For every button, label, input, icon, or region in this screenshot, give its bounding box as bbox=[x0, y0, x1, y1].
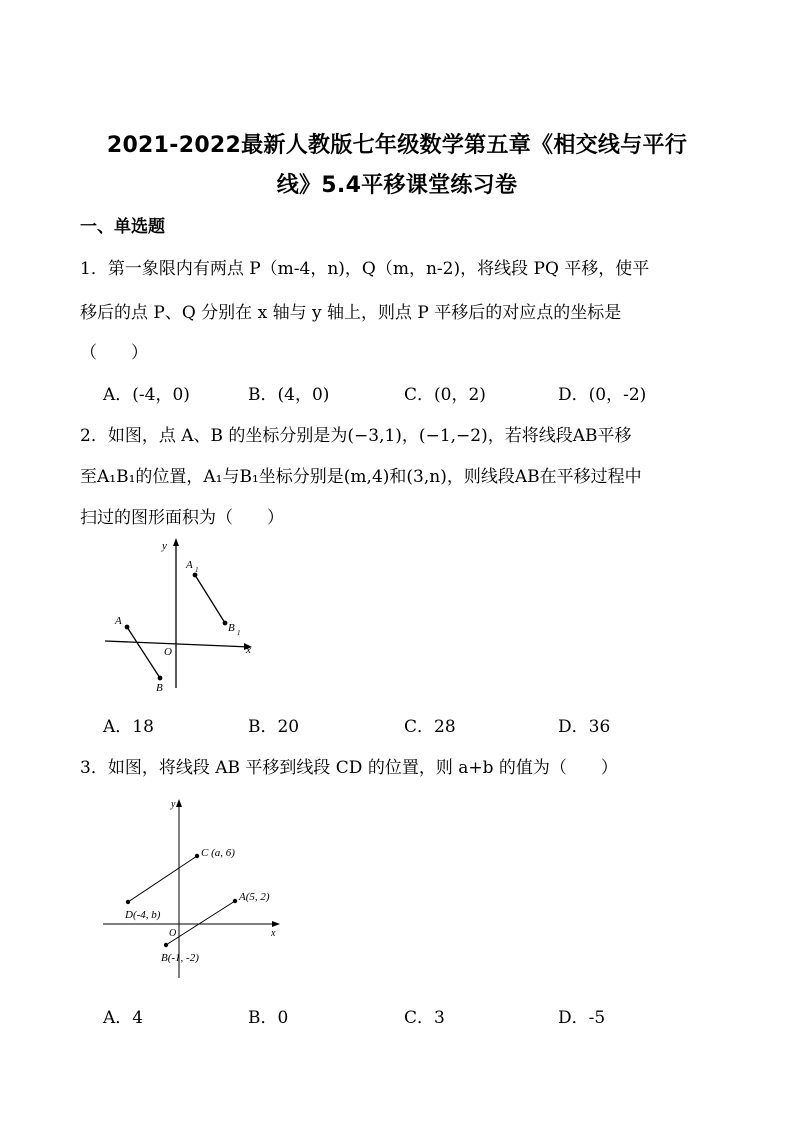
q1-line-1: 1．第一象限内有两点 P（m-4，n)，Q（m，n-2)，将线段 PQ 平移，使平 bbox=[80, 259, 650, 279]
q2-label-x: x bbox=[246, 644, 251, 656]
q3-label-b: B(-1, -2) bbox=[161, 952, 199, 964]
q3-figure bbox=[95, 790, 295, 985]
q3-option-d: D．-5 bbox=[558, 1008, 606, 1028]
q3-option-a: A．4 bbox=[103, 1008, 144, 1028]
q1-option-d: D．(0，-2) bbox=[558, 385, 647, 405]
q2-label-y: y bbox=[162, 540, 167, 552]
q2-label-b1-sub: 1 bbox=[237, 629, 241, 637]
q2-point-a bbox=[125, 625, 130, 630]
q3-point-a bbox=[233, 899, 237, 903]
q2-label-b: B bbox=[156, 682, 163, 694]
q1-line-2: 移后的点 P、Q 分别在 x 轴与 y 轴上，则点 P 平移后的对应点的坐标是 bbox=[80, 303, 622, 323]
q1-option-b: B．(4，0) bbox=[248, 385, 330, 405]
q2-segment-ab bbox=[127, 627, 160, 678]
q2-label-b1: B bbox=[228, 622, 235, 634]
q2-label-o: O bbox=[164, 646, 172, 658]
q2-y-arrow bbox=[173, 538, 179, 546]
section-heading: 一、单选题 bbox=[80, 217, 165, 237]
q3-point-b bbox=[164, 943, 168, 947]
q2-label-a1-sub: 1 bbox=[195, 566, 199, 574]
q1-line-3: （ ） bbox=[80, 343, 148, 363]
q3-segment-ba bbox=[166, 901, 235, 945]
q2-label-a1: A bbox=[186, 559, 193, 571]
q3-point-c bbox=[195, 854, 199, 858]
q1-option-c: C．(0，2) bbox=[404, 385, 486, 405]
q3-label-x: x bbox=[271, 928, 276, 939]
q2-line-1: 2．如图，点 A、B 的坐标分别是为(−3,1)，(−1,−2)，若将线段AB平移 bbox=[80, 426, 632, 446]
q3-option-b: B．0 bbox=[248, 1008, 289, 1028]
q2-figure bbox=[100, 535, 270, 695]
q3-label-o: O bbox=[169, 928, 177, 939]
q2-option-a: A．18 bbox=[103, 717, 154, 737]
q3-label-c: C (a, 6) bbox=[201, 847, 235, 859]
q3-label-d: D(-4, b) bbox=[125, 909, 161, 921]
q2-point-b bbox=[158, 676, 163, 681]
q2-line-3: 扫过的图形面积为（ ） bbox=[80, 508, 284, 528]
q2-line-2: 至A₁B₁的位置，A₁与B₁坐标分别是(m,4)和(3,n)，则线段AB在平移过程中 bbox=[80, 467, 642, 487]
doc-title-line-1: 2021-2022最新人教版七年级数学第五章《相交线与平行 bbox=[106, 133, 688, 158]
q2-option-d: D．36 bbox=[558, 717, 611, 737]
q2-segment-a1b1 bbox=[195, 575, 225, 623]
q3-point-d bbox=[126, 900, 130, 904]
q3-option-c: C．3 bbox=[404, 1008, 445, 1028]
q3-x-arrow bbox=[272, 921, 280, 927]
q3-line-1: 3．如图，将线段 AB 平移到线段 CD 的位置，则 a+b 的值为（ ） bbox=[80, 758, 618, 778]
q2-option-c: C．28 bbox=[404, 717, 456, 737]
q3-y-arrow bbox=[176, 799, 182, 807]
q3-segment-dc bbox=[128, 856, 197, 902]
q1-option-a: A．(-4，0) bbox=[103, 385, 190, 405]
q2-point-b1 bbox=[223, 621, 228, 626]
doc-title-line-2: 线》5.4平移课堂练习卷 bbox=[276, 173, 518, 198]
q2-option-b: B．20 bbox=[248, 717, 300, 737]
q2-x-axis bbox=[105, 641, 250, 647]
q3-label-a: A(5, 2) bbox=[239, 891, 270, 903]
q3-label-y: y bbox=[171, 799, 176, 810]
q2-label-a: A bbox=[115, 615, 122, 627]
